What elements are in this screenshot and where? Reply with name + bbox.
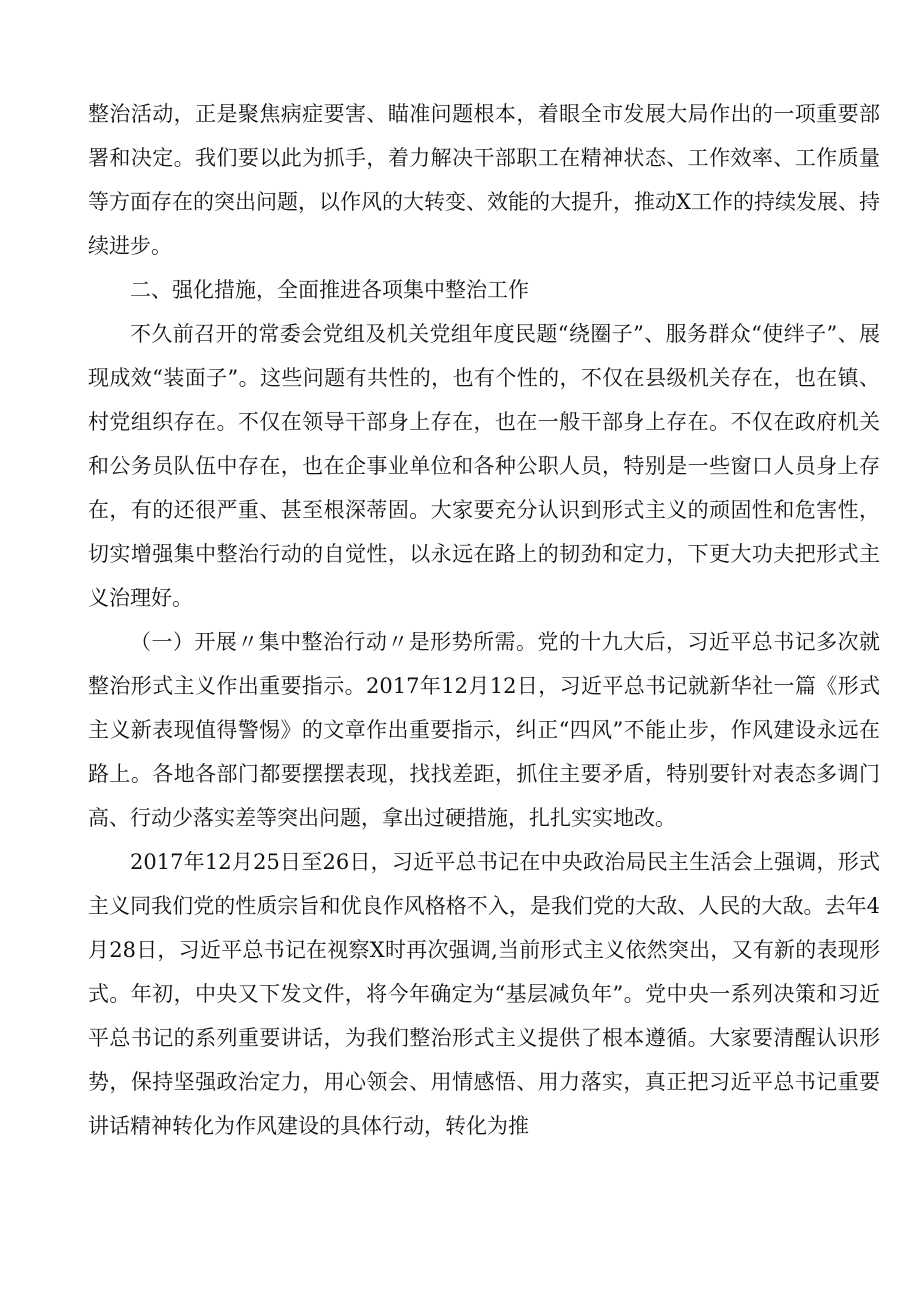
paragraph-continuation: 整治活动，正是聚焦病症要害、瞄准问题根本，着眼全市发展大局作出的一项重要部署和决定。我们要以此为抓手，着力解决干部职工在精神状态、工作效率、工作质量等方面存在的突出问题，以作风的大转变、效能的大提升，推动X工作的持续发展、持续进步。 bbox=[88, 102, 880, 258]
paragraph-body: 不久前召开的常委会党组及机关党组年度民题“绕圈子”、服务群众“使绊子”、展现成效“装面子”。这些问题有共性的，也有个性的，不仅在县级机关存在，也在镇、村党组织存在。不仅在领导干部身上存在，也在一般干部身上存在。不仅在政府机关和公务员队伍中存在，也在企事业单位和各种公职人员，特别是一些窗口人员身上存在，有的还很严重、甚至根深蒂固。大家要充分认识到形式主义的顽固性和危害性，切实增强集中整治行动的自觉性，以永远在路上的韧劲和定力，下更大功夫把形式主义治理好。 bbox=[88, 322, 880, 610]
paragraph-body: 2017年12月25日至26日，习近平总书记在中央政治局民主生活会上强调，形式主义同我们党的性质宗旨和优良作风格格不入，是我们党的大敌、人民的大敌。去年4月28日，习近平总书记在视察X时再次强调,当前形式主义依然突出，又有新的表现形式。年初，中央又下发文件，将今年确定为“基层减负年”。党中央一系列决策和习近平总书记的系列重要讲话，为我们整治形式主义提供了根本遵循。大家要清醒认识形势，保持坚强政治定力，用心领会、用情感悟、用力落实，真正把习近平总书记重要讲话精神转化为作风建设的具体行动，转化为推 bbox=[88, 850, 880, 1138]
subsection-paragraph: （一）开展〃集中整治行动〃是形势所需。党的十九大后，习近平总书记多次就整治形式主义作出重要指示。2017年12月12日，习近平总书记就新华社一篇《形式主义新表现值得警惕》的文章作出重要指示，纠正“四风”不能止步，作风建设永远在路上。各地各部门都要摆摆表现，找找差距，抓住主要矛盾，特别要针对表态多调门高、行动少落实差等突出问题，拿出过硬措施，扎扎实实地改。 bbox=[88, 630, 880, 830]
document-page bbox=[88, 92, 880, 1148]
section-heading: 二、强化措施，全面推进各项集中整治工作 bbox=[130, 278, 529, 302]
